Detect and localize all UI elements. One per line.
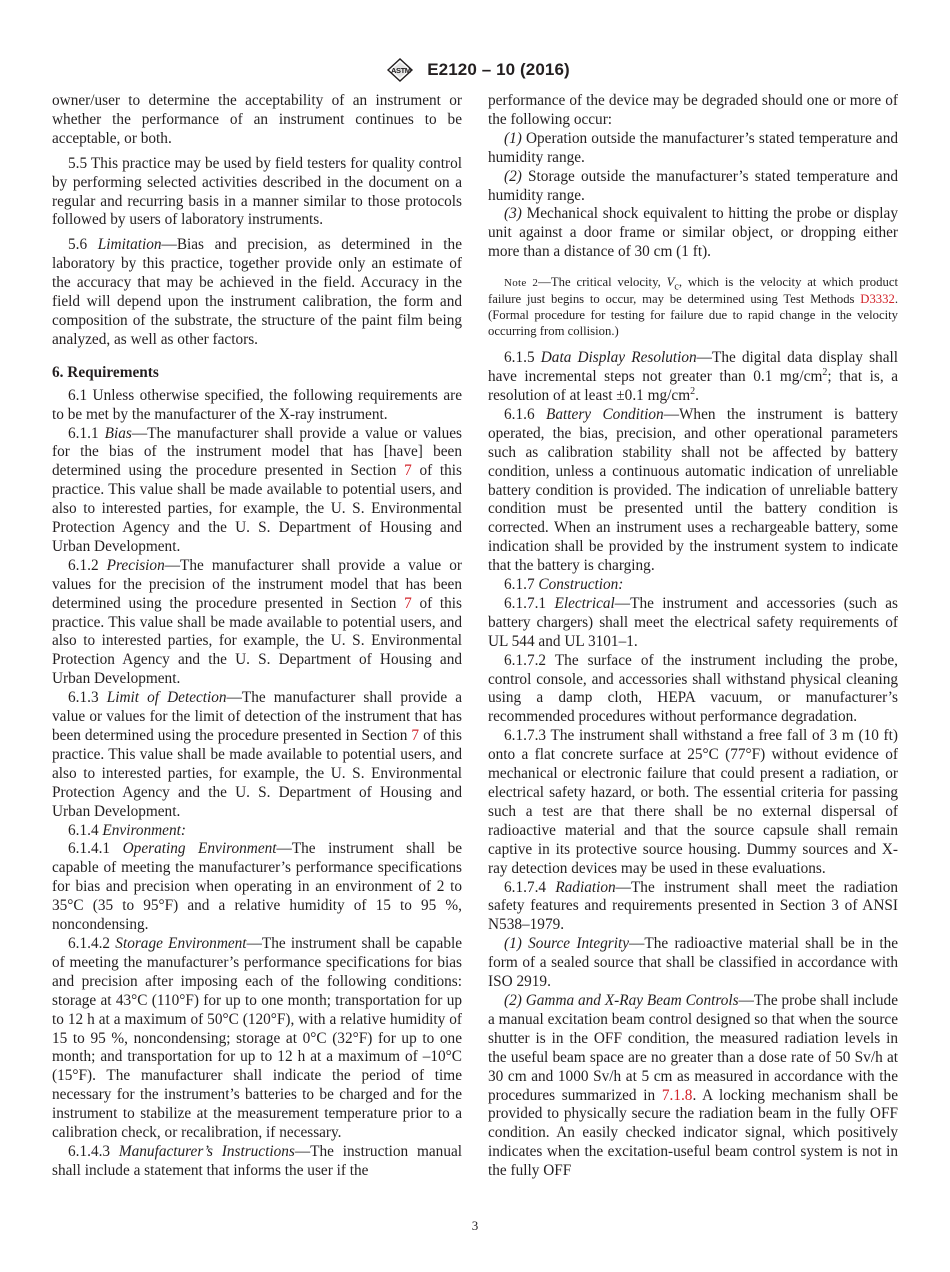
paragraph-5-5: 5.5 This practice may be used by field testers for quality control by performing selected activities described in the document on a regular and recurring basis in a manner similar to those protocols followed by users of laboratory instruments. <box>52 154 462 229</box>
note-2: Note 2—The critical velocity, $V_c$, which is the velocity at which product failure just begins to occur, may be determined using Test Methods D3332. (Formal procedure for testing for failure due to rapid change in the velocity occurring from collision.) <box>488 275 898 339</box>
astm-logo-icon <box>380 57 420 83</box>
term-operating-environment: Operating Environment <box>122 840 277 858</box>
section-7-link[interactable]: 7 <box>411 727 420 744</box>
term-precision: Precision <box>106 556 165 574</box>
term-electrical: Electrical <box>554 594 615 612</box>
paragraph-6-1-5: 6.1.5 Data Display Resolution—The digital data display shall have incremental steps not greater than 0.1 $mg/cm^2$; that is, a resolution of at least ±0.1 $mg/cm^2$. <box>488 349 898 404</box>
term-limitation: Limitation <box>97 236 162 254</box>
term-environment: Environment: <box>102 821 186 839</box>
term-data-display-resolution: Data Display Resolution <box>540 349 697 367</box>
section-7-1-8-link[interactable]: 7.1.8 <box>661 1086 693 1104</box>
section-7-link[interactable]: 7 <box>404 594 412 612</box>
radiation-item-2: (2) Gamma and X-Ray Beam Controls—The probe shall include a manual excitation beam control designed so that when the source shutter is in the OFF condition, the measured radiation levels in the useful beam space are no greater than a dose rate of 50 Sv/h at 30 cm and 1000 Sv/h at 5 cm as measured in accordance with the procedures summarized in 7.1.8. A locking mechanism shall be provided to physically secure the radiation beam in the fully OFF condition. An easily checked indicator signal, which positively indicates when the excitation-useful beam control system is not in the fully OFF <box>488 991 898 1180</box>
paragraph-5-6: 5.6 Limitation—Bias and precision, as determined in the laboratory by this practice, together provide only an estimate of the accuracy that may be achieved in the field. Accuracy in the field will depend upon the instrument calibration, the form and composition of the substrate, the structure of the paint film being analyzed, as well as other factors. <box>52 236 462 348</box>
paragraph-6-1-4-1: 6.1.4.1 Operating Environment—The instrument shall be capable of meeting the manufacturer’s performance specifications for bias and precision when operating in an environment of 2 to 35°C (35 to 95°F) and a relative humidity of 15 to 95 %, noncondensing. <box>52 840 463 934</box>
d3332-link[interactable]: D3332 <box>860 292 895 307</box>
paragraph-6-1-4: 6.1.4 Environment: <box>68 821 186 839</box>
list-item-1: (1) Operation outside the manufacturer’s stated temperature and humidity range. <box>488 129 898 166</box>
list-item-3: (3) Mechanical shock equivalent to hitting the probe or display unit against a door frame or similar object, or dropping either more than a distance of 30 cm (1 ft). <box>488 205 898 261</box>
term-storage-environment: Storage Environment <box>115 934 247 952</box>
term-construction: Construction: <box>538 576 624 594</box>
paragraph-6-1-4-3: 6.1.4.3 Manufacturer’s Instructions—The instruction manual shall include a statement that informs the user if the <box>52 1142 463 1179</box>
term-beam-controls: Gamma and X-Ray Beam Controls <box>521 991 739 1009</box>
paragraph-6-1-1: 6.1.1 Bias—The manufacturer shall provide a value or values for the bias of the instrument model that has [have] been determined using the procedure presented in Section 7 of this practice. This value shall be made available to potential users, and also to interested parties, for example, the U. S. Environmental Protection Agency and the U. S. Department of Housing and Urban Development. <box>52 424 462 555</box>
section-heading-requirements: 6. Requirements <box>52 363 159 381</box>
document-designation: E2120 – 10 (2016) <box>427 60 570 79</box>
left-column <box>52 92 462 1181</box>
page-number: 3 <box>471 1218 479 1233</box>
term-manufacturers-instructions: Manufacturer’s Instructions <box>118 1142 295 1160</box>
term-limit-of-detection: Limit of Detection <box>106 689 227 707</box>
paragraph-6-1-7-4: 6.1.7.4 Radiation—The instrument shall meet the radiation safety features and requirements presented in Section 3 of ANSI N538–1979. <box>488 878 899 934</box>
term-battery-condition: Battery Condition <box>546 405 664 423</box>
paragraph-6-1-3: 6.1.3 Limit of Detection—The manufacturer shall provide a value or values for the limit of detection of the instrument that has been determined using the procedure presented in Section 7 of this practice. This value shall be made available to potential users, and also to interested parties, for example, the U. S. Environmental Protection Agency and the U. S. Department of Housing and Urban Development. <box>52 689 462 820</box>
svg-text:ASTM: ASTM <box>391 66 411 75</box>
paragraph-6-1: 6.1 Unless otherwise specified, the following requirements are to be met by the manufacturer of the X-ray instrument. <box>52 386 462 423</box>
paragraph-continuation: performance of the device may be degraded should one or more of the following occur: <box>488 92 898 128</box>
radiation-item-1: (1) Source Integrity—The radioactive material shall be in the form of a sealed source that shall be classified in accordance with ISO 2919. <box>488 935 899 991</box>
section-7-link[interactable]: 7 <box>404 462 412 480</box>
paragraph-6-1-6: 6.1.6 Battery Condition—When the instrument is battery operated, the bias, precision, and other operational parameters such as calibration stability shall not be affected by battery condition, unless a continuous automatic indication of unreliable battery condition is provided. The indication of unreliable battery condition must be presented until the battery condition is corrected. When an instrument uses a rechargeable battery, some indication shall be provided by the instrument system to indicate that the battery is charging. <box>488 405 899 575</box>
paragraph-6-1-7-3: 6.1.7.3 The instrument shall withstand a free fall of 3 m (10 ft) onto a flat concrete surface at 25°C (77°F) without evidence of mechanical or electronic failure that could present a radiation, or electrical safety hazard, or both. The essential criteria for passing such a test are that there shall be no external dispersal of radioactive material and that the source capsule shall remain captive in its protective source housing. Dummy sources and X-ray detection devices may be used in these evaluations. <box>488 727 898 877</box>
term-bias: Bias <box>104 424 132 442</box>
paragraph-6-1-7: 6.1.7 Construction: <box>504 576 624 594</box>
paragraph-6-1-2: 6.1.2 Precision—The manufacturer shall provide a value or values for the precision of the instrument model that has been determined using the procedure presented in Section 7 of this practice. This value shall be made available to potential users, and also to interested parties, for example, the U. S. Environmental Protection Agency and the U. S. Department of Housing and Urban Development. <box>52 556 463 688</box>
paragraph-6-1-7-2: 6.1.7.2 The surface of the instrument including the probe, control console, and accessories shall withstand physical cleaning using a damp cloth, HEPA vacuum, or manufacturer’s recommended procedures without performance degradation. <box>488 651 898 726</box>
list-item-2: (2) Storage outside the manufacturer’s stated temperature and humidity range. <box>488 167 898 204</box>
running-header <box>0 56 950 84</box>
note-label: Note 2 <box>504 277 539 290</box>
term-radiation: Radiation <box>555 878 616 896</box>
paragraph-6-1-4-2: 6.1.4.2 Storage Environment—The instrument shall be capable of meeting the manufacturer’s performance specifications for bias and precision after imposing each of the following conditions: storage at 43°C (110°F) for up to one month; transportation for up to 12 h at a maximum of 50°C (120°F), with a relative humidity of 15 to 95 %, noncondensing; storage at 0°C (32°F) for up to one month; and transportation for up to 12 h at a maximum of –10°C (15°F). The manufacturer shall indicate the period of time necessary for the instrument’s batteries to be charged and for the instrument to stabilize at the measurement temperature prior to a calibration check, or recalibration, if necessary. <box>52 934 463 1142</box>
paragraph-continuation: owner/user to determine the acceptability of an instrument or whether the performance of an instrument continues to be acceptable, or both. <box>52 92 462 147</box>
paragraph-6-1-7-1: 6.1.7.1 Electrical—The instrument and accessories (such as battery chargers) shall meet the electrical safety requirements of UL 544 and UL 3101–1. <box>488 594 899 650</box>
right-column <box>488 92 898 1181</box>
term-source-integrity: Source Integrity <box>521 935 630 953</box>
